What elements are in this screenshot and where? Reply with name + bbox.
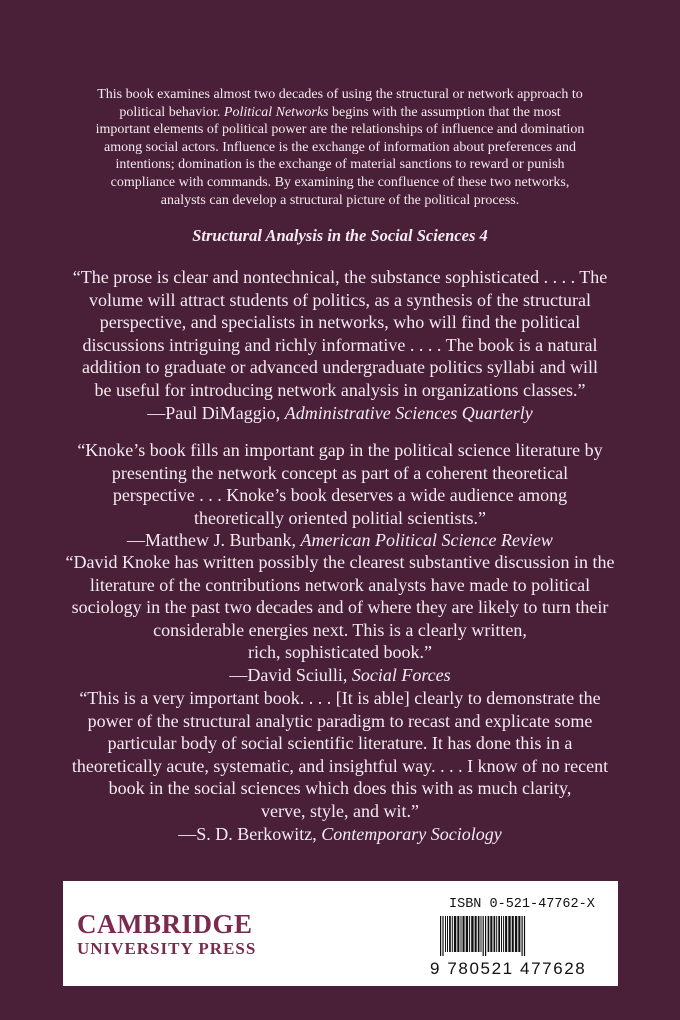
barcode-bar [461, 916, 462, 952]
quote-line: volume will attract students of politics, as a synthesis of the structural [89, 289, 591, 310]
description-line: This book examines almost two decades of using the structural or network approach to [97, 87, 583, 102]
review-quote-dimaggio [40, 266, 640, 424]
quote-author: —Paul DiMaggio, [147, 402, 285, 423]
barcode-bar [508, 916, 510, 952]
barcode-bar [440, 916, 441, 956]
quote-source: American Political Science Review [300, 530, 553, 551]
quote-line: verve, style, and wit.” [261, 800, 419, 821]
review-quote-sciulli [40, 551, 640, 687]
quote-author: —David Sciulli, [229, 664, 352, 685]
barcode-bar [483, 916, 484, 956]
quote-attribution [40, 529, 640, 552]
barcode-bar [518, 916, 520, 952]
book-description [60, 86, 620, 209]
description-line: important elements of political power are the relationships of influence and domination [95, 122, 585, 138]
quote-attribution [40, 402, 640, 425]
quote-author: —Matthew J. Burbank, [127, 530, 301, 551]
quote-line: book in the social sciences which does this with as much clarity, [108, 778, 572, 799]
barcode-bar [454, 916, 456, 952]
quote-line: power of the structural analytic paradigm to recast and explicate some [87, 710, 593, 731]
barcode-bar [524, 916, 525, 956]
quote-line: “Knoke’s book fills an important gap in the political science literature by [77, 440, 603, 460]
barcode-bar [471, 916, 473, 952]
quote-attribution [40, 823, 640, 846]
quote-line: perspective, and specialists in networks, who will find the political [99, 312, 581, 333]
barcode-bar [494, 916, 496, 952]
barcode-bar [452, 916, 453, 952]
barcode-bar [463, 916, 465, 952]
barcode-bar [445, 916, 446, 952]
quote-line: be useful for introducing network analysis in organizations classes.” [94, 379, 586, 400]
barcode-bar [503, 916, 504, 952]
description-line: compliance with commands. By examining the confluence of these two networks, [110, 174, 570, 190]
barcode-bar [488, 916, 490, 952]
description-line: analysts can develop a structural picture of the political process. [160, 192, 520, 208]
quote-line: presenting the network concept as part of a coherent theoretical [111, 462, 569, 483]
barcode-bar [469, 916, 470, 952]
quote-line: rich, sophisticated book.” [248, 642, 432, 663]
quote-attribution [40, 664, 640, 687]
barcode-bar [478, 916, 480, 952]
quote-line: considerable energies next. This is a clearly written, [153, 619, 527, 640]
publisher-subname: UNIVERSITY PRESS [77, 939, 257, 958]
barcode-bar [449, 916, 451, 952]
quote-line: addition to graduate or advanced undergraduate politics syllabi and will [81, 357, 598, 378]
quote-source: Administrative Sciences Quarterly [284, 402, 533, 423]
quote-line: perspective . . . Knoke’s book deserves a wide audience among [112, 485, 568, 506]
quote-line: “The prose is clear and nontechnical, the substance sophisticated . . . . The [72, 267, 608, 287]
quote-line: theoretically acute, systematic, and insightful way. . . . I know of no recent [71, 755, 609, 776]
barcode-bar [485, 916, 486, 956]
barcode-bar [466, 916, 468, 952]
barcode-number: 9 780521 477628 [430, 959, 587, 978]
quote-line: theoretically oriented politial scientists.” [194, 507, 486, 528]
barcode-icon [439, 916, 602, 956]
barcode-bar [490, 916, 492, 952]
quote-line: particular body of social scientific literature. It has done this in a [107, 733, 573, 754]
barcode-bar [501, 916, 502, 952]
barcode-bar [515, 916, 517, 952]
barcode-bar [475, 916, 477, 952]
barcode-bar [442, 916, 443, 956]
quote-line: discussions intriguing and richly informative . . . . The book is a natural [82, 334, 598, 355]
quote-line: “David Knoke has written possibly the clearest substantive discussion in the [65, 552, 615, 572]
barcode-bar [505, 916, 507, 952]
series-title: Structural Analysis in the Social Sciences 4 [192, 226, 488, 245]
barcode-bar [496, 916, 497, 952]
quote-line: “This is a very important book. . . . [It is able] clearly to demonstrate the [79, 688, 601, 708]
publisher-name: CAMBRIDGE [77, 909, 253, 939]
isbn-label: ISBN 0-521-47762-X [449, 897, 595, 912]
quote-source: Social Forces [351, 664, 451, 685]
description-line: intentions; domination is the exchange of material sanctions to reward or punish [115, 157, 565, 173]
barcode-bar [447, 916, 448, 952]
quote-line: sociology in the past two decades and of where they are likely to turn their [71, 597, 609, 618]
publisher-logo [77, 910, 317, 960]
review-quote-burbank [40, 439, 640, 552]
barcode-bar [512, 916, 514, 952]
barcode-bar [522, 916, 523, 956]
barcode-bar [481, 916, 482, 952]
publisher-footer [63, 881, 618, 986]
quote-line: literature of the contributions network analysts have made to political [89, 574, 591, 595]
quote-source: Contemporary Sociology [321, 823, 502, 844]
barcode-bar [457, 916, 459, 952]
description-line: political behavior. Political Networks begins with the assumption that the most [119, 104, 561, 120]
description-line: among social actors. Influence is the exchange of information about preferences and [104, 139, 576, 155]
quote-author: —S. D. Berkowitz, [178, 823, 322, 844]
review-quote-berkowitz [40, 687, 640, 845]
barcode-bar [498, 916, 500, 952]
